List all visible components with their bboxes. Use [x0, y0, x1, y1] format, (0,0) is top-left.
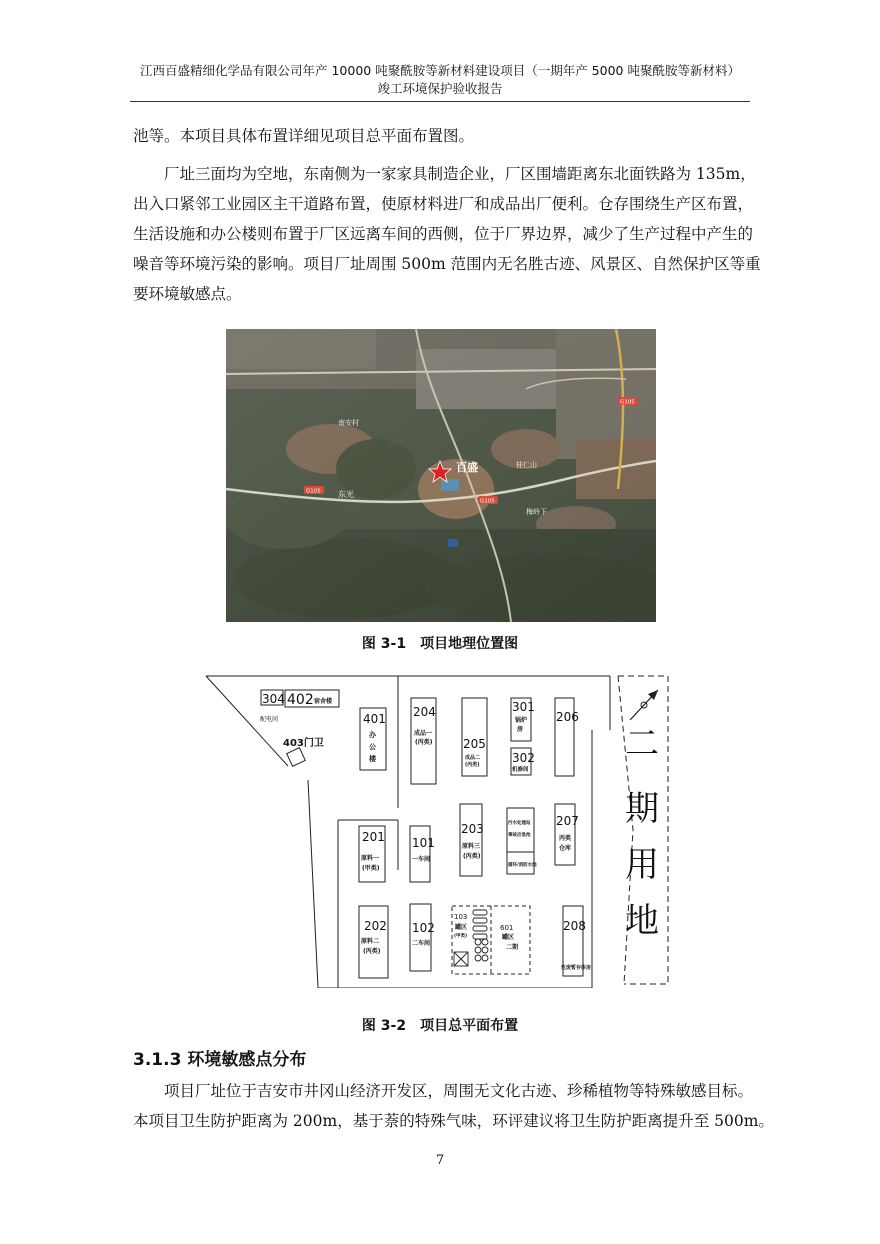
- building-name: 锅炉: [515, 717, 528, 724]
- road-label: G105: [306, 488, 321, 495]
- building-name: (丙类): [415, 739, 433, 746]
- paragraph-line: 池等。本项目具体布置详细见项目总平面布置图。: [133, 127, 475, 145]
- building-number: 207: [556, 814, 579, 828]
- paragraph-line: 噪音等环境污染的影响。项目厂址周围 500m 范围内无名胜古迹、风景区、自然保护区等重: [133, 255, 761, 273]
- building-number: 302: [512, 751, 535, 765]
- building-name: (丙类): [465, 762, 480, 768]
- building-name: 罐区: [455, 924, 468, 931]
- building-name: 二期: [506, 944, 519, 951]
- building-number: 203: [461, 822, 484, 836]
- site-plan-drawing: [158, 580, 670, 988]
- building-number: 601: [500, 924, 514, 932]
- satellite-image: [226, 329, 656, 622]
- building-name: 楼: [369, 755, 376, 763]
- building-number: 301: [512, 700, 535, 714]
- place-label: 东光: [338, 490, 354, 499]
- building-name: 丙类: [559, 835, 572, 842]
- building-name: 原料一: [361, 855, 380, 862]
- north-arrow-icon: [630, 690, 658, 720]
- building-name: 二车间: [412, 940, 431, 947]
- building-number: 402: [287, 692, 314, 708]
- building-number: 206: [556, 710, 579, 724]
- phase2-label-char: 期: [625, 789, 659, 829]
- building-name: 宿舍楼: [314, 698, 333, 705]
- paragraph-line: 项目厂址位于吉安市井冈山经济开发区，周围无文化古迹、珍稀植物等特殊敏感目标。: [164, 1082, 754, 1100]
- building-number: 101: [412, 836, 435, 850]
- building-name: 污水处理站: [508, 821, 531, 826]
- building-name: 成品二: [465, 755, 481, 761]
- building-name: (甲类): [454, 934, 468, 939]
- figure-2-caption: 图 3-2 项目总平面布置: [361, 1018, 519, 1034]
- phase2-label-char: 二: [625, 724, 659, 764]
- building-name: 公: [369, 743, 376, 751]
- building-number: 201: [362, 830, 385, 844]
- paragraph-line: 厂址三面均为空地，东南侧为一家家具制造企业，厂区围墙距离东北面铁路为 135m，: [164, 165, 756, 183]
- building-name: 循环/消防水池: [508, 863, 537, 868]
- building-name: 配电间: [260, 716, 279, 723]
- paragraph-line: 本项目卫生防护距离为 200m，基于萘的特殊气味，环评建议将卫生防护距离提升至 500m。: [133, 1112, 774, 1130]
- building-name: 事故应急池: [508, 833, 531, 838]
- building-number: 204: [413, 705, 436, 719]
- building-name: 原料三: [462, 843, 481, 850]
- building-name: 成品一: [414, 730, 433, 737]
- paragraph-2: [133, 159, 761, 309]
- building-number: 205: [463, 737, 486, 751]
- page-number: 7: [435, 1153, 445, 1168]
- section-heading: 3.1.3 环境敏感点分布: [133, 1050, 307, 1070]
- paragraph-line: 生活设施和办公楼则布置于厂区远离车间的西侧，位于厂界边界，减少了生产过程中产生的: [133, 225, 754, 243]
- location-satellite-map: [226, 329, 656, 622]
- phase2-label-char: 地: [625, 901, 659, 941]
- building-number: 401: [363, 712, 386, 726]
- place-label: 梅岭下: [526, 508, 547, 516]
- header-title-line2: 竣工环境保护验收报告: [377, 81, 503, 96]
- paragraph-line: 出入口紧邻工业园区主干道路布置，使原材料进厂和成品出厂便利。仓存围绕生产区布置，: [133, 195, 754, 213]
- road-label: G105: [620, 399, 635, 406]
- building-name: 原料二: [361, 938, 380, 945]
- building-number: 102: [412, 921, 435, 935]
- paragraph-1: [133, 121, 750, 151]
- site-layout-plan: [158, 580, 670, 988]
- building-name: 危废暂存库房: [561, 965, 592, 971]
- phase2-label-char: 用: [625, 845, 659, 885]
- building-number: 103: [454, 913, 468, 921]
- paragraph-3: [133, 1076, 774, 1136]
- building-name: 办: [369, 731, 376, 739]
- header-title-line1: 江西百盛精细化学品有限公司年产 10000 吨聚酰胺等新材料建设项目（一期年产 5000 吨聚酰胺等新材料）: [140, 63, 740, 78]
- building-number: 403门卫: [283, 738, 324, 749]
- building-name: 房: [517, 726, 524, 733]
- header-rule: [130, 101, 750, 102]
- building-number: 304: [262, 692, 285, 706]
- building-name: 一车间: [412, 856, 431, 863]
- building-number: 208: [563, 919, 586, 933]
- paragraph-line: 要环境敏感点。: [133, 285, 242, 303]
- road-label: G105: [480, 498, 495, 505]
- place-label: 南安村: [338, 419, 359, 427]
- building-name: 机修间: [512, 767, 529, 773]
- building-name: (丙类): [463, 853, 481, 860]
- building-name: (甲类): [362, 865, 380, 872]
- building-name: 罐区: [502, 934, 515, 941]
- building-name: 仓库: [559, 845, 572, 852]
- figure-1-caption: 图 3-1 项目地理位置图: [361, 636, 519, 652]
- building-number: 202: [364, 919, 387, 933]
- page-header: [60, 62, 820, 98]
- building-name: (丙类): [363, 948, 381, 955]
- place-label: 桂仁山: [516, 461, 537, 469]
- site-label: 百盛: [456, 461, 478, 474]
